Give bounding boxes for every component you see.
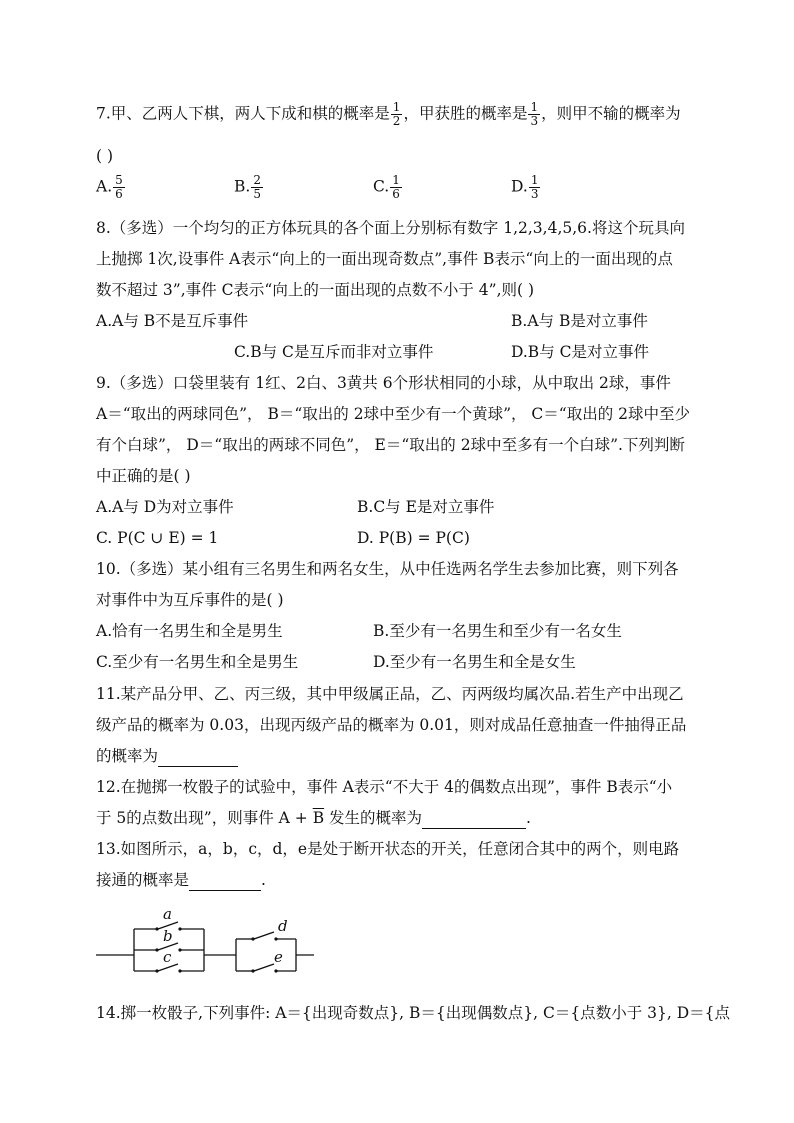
- q14-line-1: 14.掷一枚骰子,下列事件: A＝{出现奇数点}, B＝{出现偶数点}, C＝{点数小于 3}, D＝{点: [96, 1004, 730, 1022]
- q7-fraction-draw: $\frac{1}{2}$: [392, 100, 401, 128]
- q10-option-b: B.至少有一名男生和至少有一名女生: [373, 622, 622, 640]
- circuit-diagram: [96, 905, 316, 985]
- q11-line-3: 的概率为: [96, 746, 238, 767]
- q7-text-a: 7.甲、乙两人下棋，两人下成和棋的概率是: [96, 104, 390, 123]
- q7-stem: [96, 101, 681, 128]
- q9-option-a: A.A与 D为对立事件: [96, 498, 234, 516]
- switch-label-c: c: [163, 948, 172, 966]
- q11-line-1: 11.某产品分甲、乙、丙三级，其中甲级属正品，乙、丙两级均属次品.若生产中出现乙: [96, 685, 684, 703]
- q8-option-b: B.A与 B是对立事件: [511, 312, 648, 330]
- q12-answer-blank: [422, 808, 526, 829]
- switch-e-blade: [254, 964, 274, 971]
- q9-option-d: D. P(B) = P(C): [357, 529, 470, 547]
- q9-line-1: 9.（多选）口袋里装有 1红、2白、3黄共 6个形状相同的小球，从中取出 2球，事件: [96, 374, 671, 392]
- q11-answer-blank: [158, 746, 238, 767]
- q8-line-2: 上抛掷 1次,设事件 A表示“向上的一面出现奇数点”,事件 B表示“向上的一面出现的点: [96, 250, 673, 268]
- switch-label-a: a: [163, 905, 172, 923]
- q12-b-complement: $\overline{B}$: [312, 809, 325, 827]
- switch-d-blade: [254, 932, 274, 939]
- q12-line-1: 12.在抛掷一枚骰子的试验中，事件 A表示“不大于 4的偶数点出现”，事件 B表示“小: [96, 778, 673, 796]
- q11-line-2: 级产品的概率为 0.03，出现丙级产品的概率为 0.01，则对成品任意抽查一件抽得正品: [96, 716, 687, 734]
- q7-text-b: ，甲获胜的概率是: [403, 104, 528, 123]
- switch-label-e: e: [274, 948, 283, 966]
- q7-text-c: ，则甲不输的概率为: [541, 104, 681, 123]
- q8-line-3: 数不超过 3”,事件 C表示“向上的一面出现的点数不小于 4”,则( ): [96, 281, 535, 299]
- q9-option-c: C. P(C ∪ E) = 1: [96, 529, 219, 547]
- q8-option-c: C.B与 C是互斥而非对立事件: [234, 343, 434, 361]
- q9-line-2: A＝“取出的两球同色”， B＝“取出的 2球中至少有一个黄球”， C＝“取出的 2球中至少: [96, 405, 690, 423]
- q10-line-1: 10.（多选）某小组有三名男生和两名女生，从中任选两名学生去参加比赛，则下列各: [96, 560, 679, 578]
- q12-line-2: 于 5的点数出现”，则事件 $A + \overline{B}$ 发生的概率为 .: [96, 809, 531, 827]
- q13-line-1: 13.如图所示，a，b，c，d，e是处于断开状态的开关，任意闭合其中的两个，则电路: [96, 840, 680, 858]
- q9-line-4: 中正确的是( ): [96, 467, 191, 485]
- switch-label-b: b: [163, 927, 173, 945]
- q7-option-a: A. $\frac{5}{6}$: [96, 173, 123, 201]
- q7-option-b: B. $\frac{2}{5}$: [234, 173, 261, 201]
- q8-line-1: 8.（多选）一个均匀的正方体玩具的各个面上分别标有数字 1,2,3,4,5,6.将这个玩具向: [96, 219, 685, 237]
- q10-option-a: A.恰有一名男生和全是男生: [96, 622, 283, 640]
- q7-option-d: D. $\frac{1}{3}$: [511, 173, 539, 201]
- q7-fraction-win: $\frac{1}{3}$: [530, 100, 539, 128]
- switch-label-d: d: [278, 917, 288, 935]
- q7-option-c: C. $\frac{1}{6}$: [373, 173, 400, 201]
- q7-answer-paren: ( ): [96, 147, 114, 165]
- q13-line-2: 接通的概率是 .: [96, 871, 266, 889]
- q9-line-3: 有个白球”， D＝“取出的两球不同色”， E＝“取出的 2球中至多有一个白球”.下列判断: [96, 436, 685, 454]
- q10-option-d: D.至少有一名男生和全是女生: [373, 653, 576, 671]
- q9-option-b: B.C与 E是对立事件: [357, 498, 495, 516]
- q8-option-d: D.B与 C是对立事件: [511, 343, 649, 361]
- q10-line-2: 对事件中为互斥事件的是( ): [96, 591, 284, 609]
- q8-option-a: A.A与 B不是互斥事件: [96, 312, 249, 330]
- q13-answer-blank: [189, 870, 261, 891]
- q10-option-c: C.至少有一名男生和全是男生: [96, 653, 299, 671]
